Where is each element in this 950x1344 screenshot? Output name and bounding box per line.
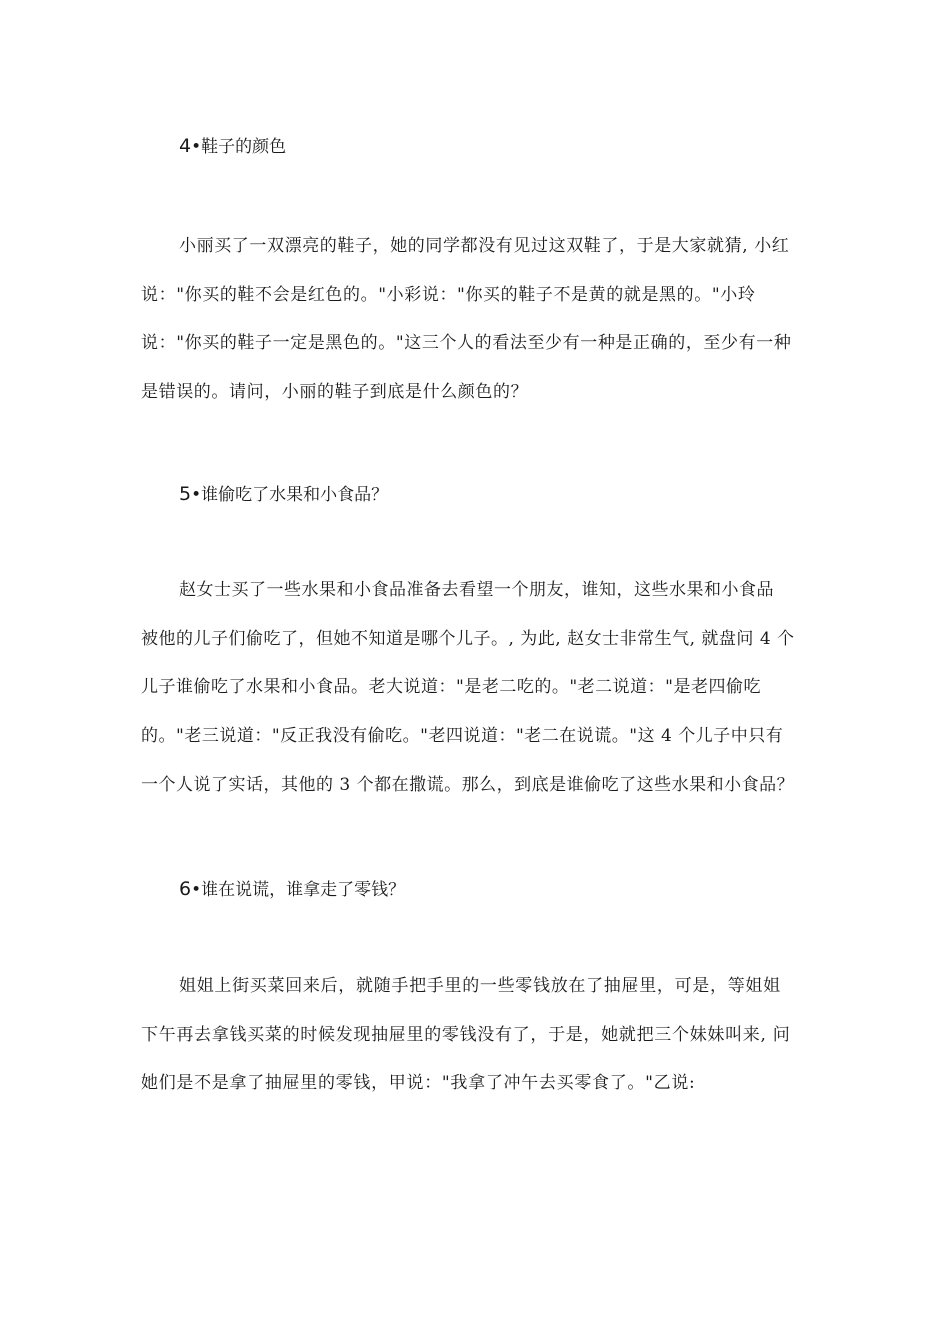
paragraph-line: 一个人说了实话，其他的 3 个都在撒谎。那么，到底是谁偷吃了这些水果和小食品？ xyxy=(141,774,795,795)
section-4-paragraph xyxy=(141,222,811,417)
section-5-number: 5 xyxy=(179,483,192,505)
paragraph-line: 的。"老三说道："反正我没有偷吃。"老四说道："老二在说谎。"这 4 个儿子中只有 xyxy=(141,726,784,747)
section-5-paragraph xyxy=(141,566,811,809)
section-6-heading xyxy=(179,877,405,902)
section-5-title: •谁偷吃了水果和小食品？ xyxy=(191,485,389,505)
section-6-paragraph xyxy=(141,962,811,1108)
paragraph-line: 说："你买的鞋子一定是黑色的。"这三个人的看法至少有一种是正确的，至少有一种 xyxy=(141,333,792,354)
paragraph-line: 说："你买的鞋不会是红色的。"小彩说："你买的鞋子不是黄的就是黑的。"小玲 xyxy=(141,284,756,305)
section-4-title: •鞋子的颜色 xyxy=(191,137,287,157)
paragraph-line: 被他的儿子们偷吃了，但她不知道是哪个儿子。, 为此, 赵女士非常生气, 就盘问 4 个 xyxy=(141,628,795,649)
paragraph-line: 是错误的。请问，小丽的鞋子到底是什么颜色的？ xyxy=(141,382,529,403)
paragraph-line: 小丽买了一双漂亮的鞋子，她的同学都没有见过这双鞋了，于是大家就猜, 小红 xyxy=(179,236,790,256)
section-4-heading xyxy=(179,134,286,159)
paragraph-line: 她们是不是拿了抽屉里的零钱，甲说："我拿了冲午去买零食了。"乙说: xyxy=(141,1073,696,1094)
section-6-number: 6 xyxy=(179,878,192,900)
paragraph-line: 儿子谁偷吃了水果和小食品。老大说道："是老二吃的。"老二说道："是老四偷吃 xyxy=(141,677,761,698)
paragraph-line: 赵女士买了一些水果和小食品准备去看望一个朋友，谁知，这些水果和小食品 xyxy=(179,580,774,600)
section-6-title: •谁在说谎，谁拿走了零钱？ xyxy=(191,880,406,900)
paragraph-line: 姐姐上街买菜回来后，就随手把手里的一些零钱放在了抽屉里，可是，等姐姐 xyxy=(179,976,781,996)
section-5-heading xyxy=(179,482,388,507)
section-4-number: 4 xyxy=(179,135,192,157)
paragraph-line: 下午再去拿钱买菜的时候发现抽屉里的零钱没有了，于是，她就把三个妹妹叫来, 问 xyxy=(141,1024,791,1045)
